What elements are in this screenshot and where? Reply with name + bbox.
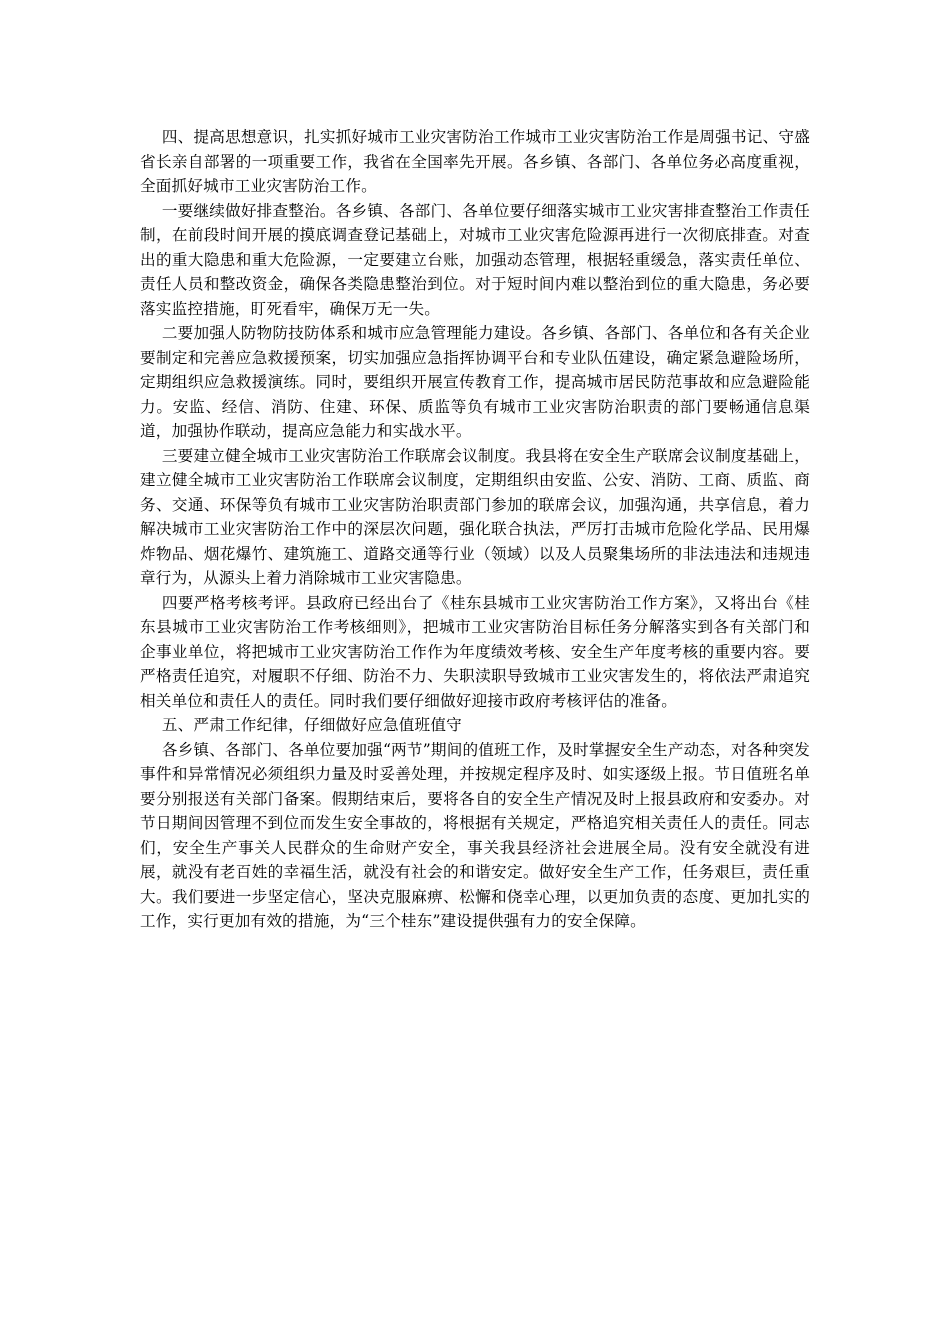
section-five-heading: 五、严肃工作纪律，仔细做好应急值班值守 <box>161 716 462 734</box>
paragraph-item-four: 四要严格考核考评。县政府已经出台了《桂东县城市工业灾害防治工作方案》，又将出台《桂东县城市工业灾害防治工作考核细则》，把城市工业灾害防治目标任务分解落实到各有关部门和企事业单位，将把城市工业灾害防治工作作为年度绩效考核、安全生产年度考核的重要内容。要严格责任追究，对履职不仔细、防治不力、失职渎职导致城市工业灾害发生的，将依法严肃追究相关单位和责任人的责任。同时我们要仔细做好迎接市政府考核评估的准备。 <box>140 593 810 710</box>
paragraph-item-two: 二要加强人防物防技防体系和城市应急管理能力建设。各乡镇、各部门、各单位和各有关企业要制定和完善应急救援预案，切实加强应急指挥协调平台和专业队伍建设，确定紧急避险场所，定期组织应急救援演练。同时，要组织开展宣传教育工作，提高城市居民防范事故和应急避险能力。安监、经信、消防、住建、环保、质监等负有城市工业灾害防治职责的部门要畅通信息渠道，加强协作联动，提高应急能力和实战水平。 <box>140 324 810 440</box>
paragraph-item-three: 三要建立健全城市工业灾害防治工作联席会议制度。我县将在安全生产联席会议制度基础上，建立健全城市工业灾害防治工作联席会议制度，定期组织由安监、公安、消防、工商、质监、商务、交通、环保等负有城市工业灾害防治职责部门参加的联席会议，加强沟通，共享信息，着力解决城市工业灾害防治工作中的深层次问题，强化联合执法，严厉打击城市危险化学品、民用爆炸物品、烟花爆竹、建筑施工、道路交通等行业（领域）以及人员聚集场所的非法违法和违规违章行为，从源头上着力消除城市工业灾害隐患。 <box>140 446 810 587</box>
paragraph-section-four: 四、提高思想意识，扎实抓好城市工业灾害防治工作城市工业灾害防治工作是周强书记、守盛省长亲自部署的一项重要工作，我省在全国率先开展。各乡镇、各部门、各单位务必高度重视，全面抓好城市工业灾害防治工作。 <box>140 128 810 195</box>
paragraph-section-five-body: 各乡镇、各部门、各单位要加强“两节”期间的值班工作，及时掌握安全生产动态，对各种突发事件和异常情况必须组织力量及时妥善处理，并按规定程序及时、如实逐级上报。节日值班名单要分别报送有关部门备案。假期结束后，要将各自的安全生产情况及时上报县政府和安委办。对节日期间因管理不到位而发生安全事故的，将根据有关规定，严格追究相关责任人的责任。同志们，安全生产事关人民群众的生命财产安全，事关我县经济社会进展全局。没有安全就没有进展，就没有老百姓的幸福生活，就没有社会的和谐安定。做好安全生产工作，任务艰巨，责任重大。我们要进一步坚定信心，坚决克服麻痹、松懈和侥幸心理，以更加负责的态度、更加扎实的工作，实行更加有效的措施，为“三个桂东”建设提供强有力的安全保障。 <box>140 740 810 930</box>
paragraph-item-one: 一要继续做好排查整治。各乡镇、各部门、各单位要仔细落实城市工业灾害排查整治工作责任制，在前段时间开展的摸底调查登记基础上，对城市工业灾害危险源再进行一次彻底排查。对查出的重大隐患和重大危险源，一定要建立台账，加强动态管理，根据轻重缓急，落实责任单位、责任人员和整改资金，确保各类隐患整治到位。对于短时间内难以整治到位的重大隐患，务必要落实监控措施，盯死看牢，确保万无一失。 <box>140 201 810 318</box>
document-page <box>140 125 810 934</box>
